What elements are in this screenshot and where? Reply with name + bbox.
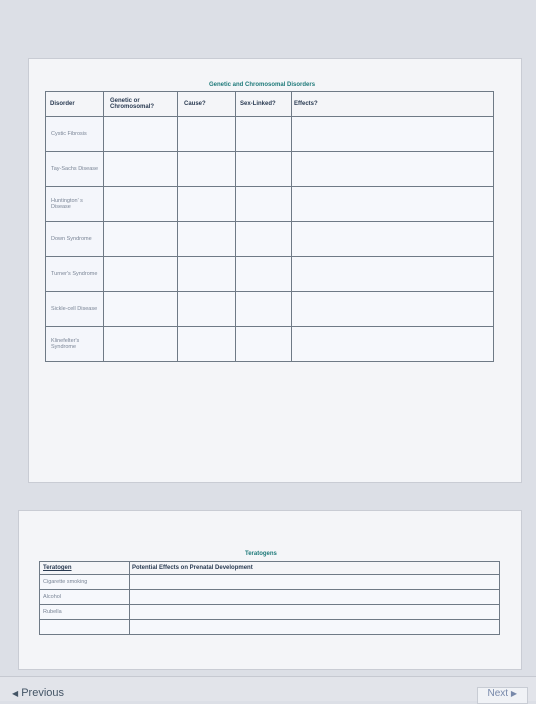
- row-label: [40, 620, 130, 635]
- answer-cell[interactable]: [178, 222, 236, 257]
- table-row: [46, 257, 494, 292]
- answer-cell[interactable]: [178, 257, 236, 292]
- row-label: Down Syndrome: [46, 222, 104, 257]
- row-label: Alcohol: [40, 590, 130, 605]
- teratogens-table: [39, 561, 500, 635]
- answer-cell[interactable]: [236, 327, 292, 362]
- answer-cell[interactable]: [104, 152, 178, 187]
- disorders-table: [45, 91, 494, 362]
- answer-cell[interactable]: [236, 222, 292, 257]
- table-row: [46, 152, 494, 187]
- answer-cell[interactable]: [178, 117, 236, 152]
- answer-cell[interactable]: [104, 257, 178, 292]
- header-potential-effects: Potential Effects on Prenatal Development: [130, 562, 500, 575]
- answer-cell[interactable]: [130, 620, 500, 635]
- header-disorder: Disorder: [46, 92, 104, 117]
- answer-cell[interactable]: [104, 117, 178, 152]
- table-row: [40, 575, 500, 590]
- navigation-bar: [0, 676, 536, 701]
- answer-cell[interactable]: [236, 257, 292, 292]
- chevron-right-icon: ▶: [510, 689, 517, 698]
- row-label: Cystic Fibrosis: [46, 117, 104, 152]
- table-row: [46, 187, 494, 222]
- answer-cell[interactable]: [104, 327, 178, 362]
- answer-cell[interactable]: [236, 152, 292, 187]
- table-row: [40, 620, 500, 635]
- previous-button[interactable]: [12, 687, 64, 699]
- answer-cell[interactable]: [292, 222, 494, 257]
- answer-cell[interactable]: [292, 327, 494, 362]
- previous-label: Previous: [21, 687, 65, 699]
- answer-cell[interactable]: [178, 292, 236, 327]
- answer-cell[interactable]: [292, 117, 494, 152]
- answer-cell[interactable]: [292, 187, 494, 222]
- answer-cell[interactable]: [178, 152, 236, 187]
- disorders-table-title: Genetic and Chromosomal Disorders: [209, 82, 316, 88]
- header-cause: Cause?: [178, 92, 236, 117]
- answer-cell[interactable]: [104, 222, 178, 257]
- header-teratogen: Teratogen: [40, 562, 130, 575]
- answer-cell[interactable]: [236, 187, 292, 222]
- answer-cell[interactable]: [178, 327, 236, 362]
- answer-cell[interactable]: [236, 292, 292, 327]
- row-label: Klinefelter's Syndrome: [46, 327, 104, 362]
- answer-cell[interactable]: [130, 575, 500, 590]
- row-label: Rubella: [40, 605, 130, 620]
- chevron-left-icon: ◀: [12, 689, 19, 698]
- table-row: [46, 222, 494, 257]
- teratogens-table-title: Teratogens: [245, 551, 277, 557]
- row-label: Tay-Sachs Disease: [46, 152, 104, 187]
- worksheet-disorders: [28, 58, 522, 483]
- table-row: [40, 590, 500, 605]
- answer-cell[interactable]: [130, 605, 500, 620]
- answer-cell[interactable]: [130, 590, 500, 605]
- header-sex-linked: Sex-Linked?: [236, 92, 292, 117]
- answer-cell[interactable]: [292, 152, 494, 187]
- row-label: Sickle-cell Disease: [46, 292, 104, 327]
- header-genetic-or-chromosomal: Genetic or Chromosomal?: [104, 92, 178, 117]
- table-row: [46, 117, 494, 152]
- next-label: Next: [487, 688, 509, 699]
- answer-cell[interactable]: [292, 257, 494, 292]
- table-row: [46, 292, 494, 327]
- row-label: Cigarette smoking: [40, 575, 130, 590]
- row-label: Turner's Syndrome: [46, 257, 104, 292]
- answer-cell[interactable]: [104, 187, 178, 222]
- row-label: Huntington' s Disease: [46, 187, 104, 222]
- table-row: [40, 605, 500, 620]
- worksheet-teratogens: [18, 510, 522, 670]
- answer-cell[interactable]: [292, 292, 494, 327]
- answer-cell[interactable]: [236, 117, 292, 152]
- next-button[interactable]: [477, 687, 529, 704]
- answer-cell[interactable]: [104, 292, 178, 327]
- table-row: [46, 327, 494, 362]
- answer-cell[interactable]: [178, 187, 236, 222]
- header-effects: Effects?: [292, 92, 494, 117]
